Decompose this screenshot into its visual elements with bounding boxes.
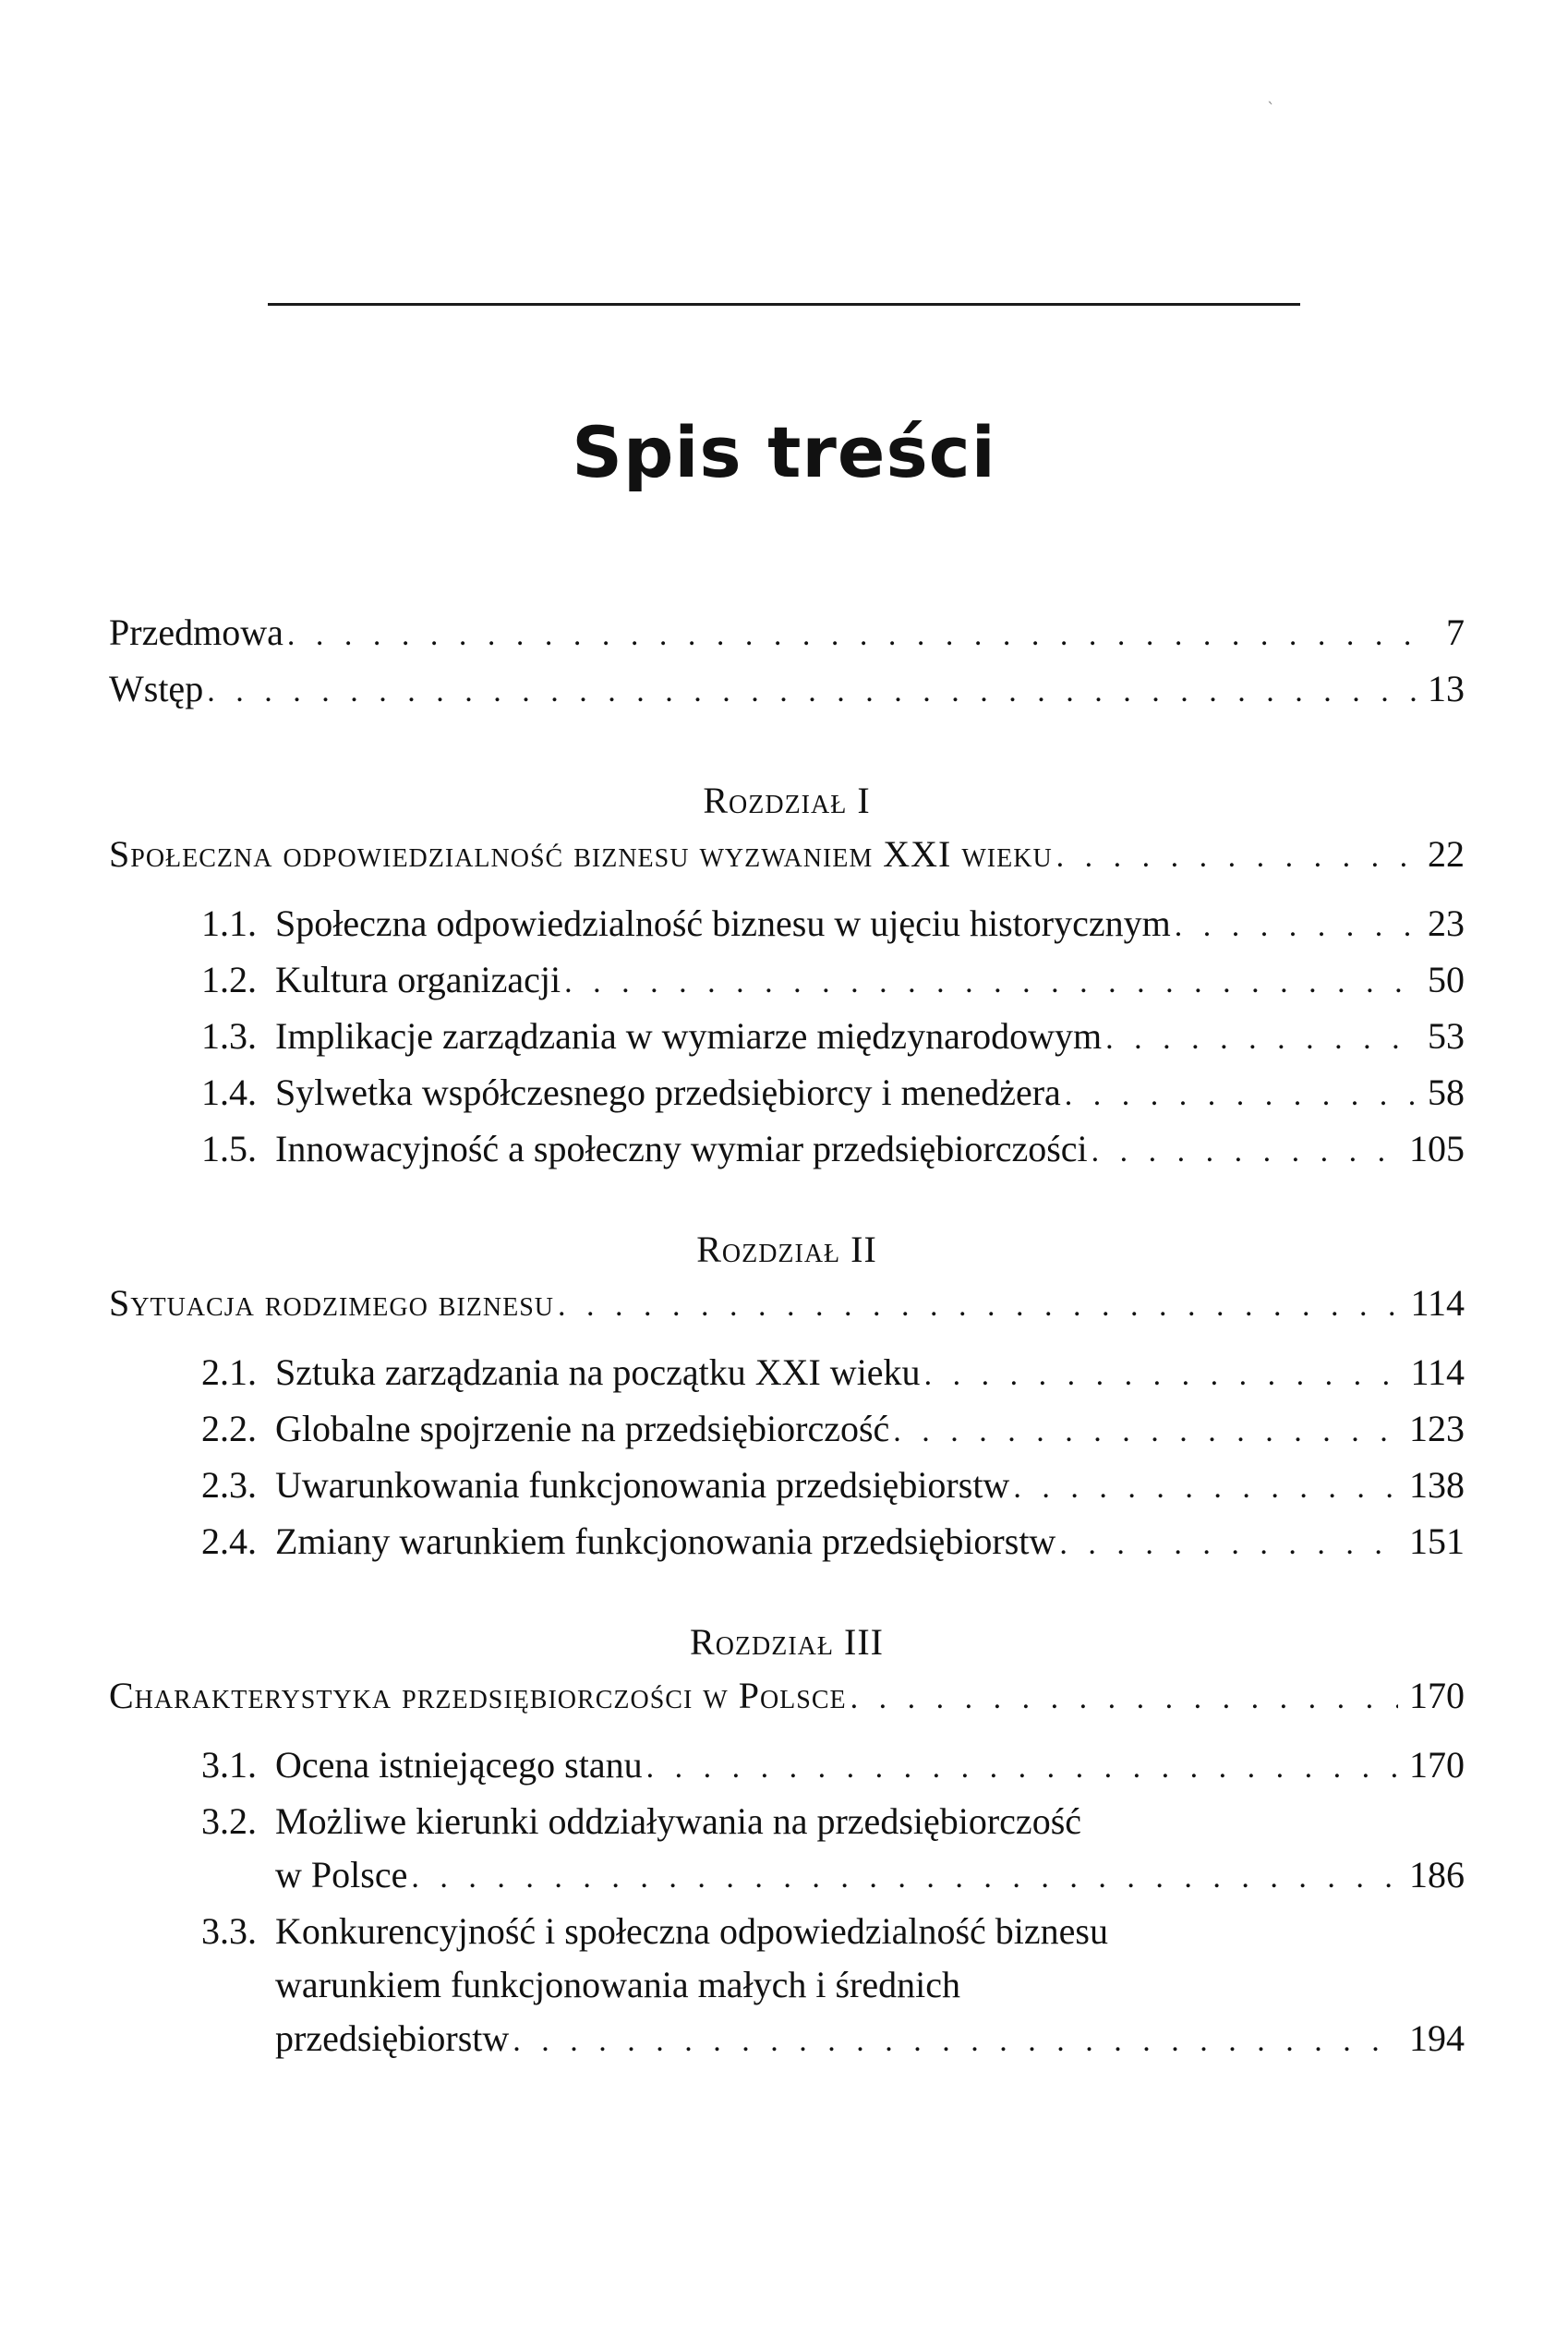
section-number: 3.2. bbox=[201, 1800, 257, 1842]
toc-section[interactable] bbox=[109, 1066, 1465, 1122]
toc-entry-page: 23 bbox=[1428, 902, 1465, 944]
leader-dots bbox=[924, 1349, 1400, 1402]
section-label-line: przedsiębiorstw bbox=[275, 2017, 510, 2059]
toc-entry-page: 114 bbox=[1410, 1351, 1465, 1393]
toc-chapter-title[interactable] bbox=[109, 828, 1465, 884]
toc-entry-introduction[interactable] bbox=[109, 662, 1465, 719]
toc-section[interactable] bbox=[109, 953, 1465, 1010]
toc-entry-page: 50 bbox=[1428, 959, 1465, 1000]
section-label-line: warunkiem funkcjonowania małych i średnich bbox=[275, 1964, 960, 2005]
toc-chapter-title[interactable] bbox=[109, 1277, 1465, 1333]
leader-dots bbox=[411, 1851, 1398, 1905]
section-number: 1.2. bbox=[201, 959, 257, 1000]
chapter-heading: Rozdział III bbox=[690, 1621, 884, 1663]
leader-dots bbox=[850, 1672, 1398, 1726]
section-label-line: Konkurencyjność i społeczna odpowiedzialność biznesu bbox=[275, 1910, 1108, 1952]
section-number: 1.3. bbox=[201, 1015, 257, 1057]
section-label: Kultura organizacji bbox=[275, 959, 561, 1000]
toc-entry-page: 151 bbox=[1409, 1520, 1465, 1562]
section-label: Ocena istniejącego stanu bbox=[275, 1744, 643, 1786]
section-label: Innowacyjność a społeczny wymiar przedsiębiorczości bbox=[275, 1128, 1088, 1169]
scan-fleck: ՝ bbox=[1267, 100, 1273, 118]
section-label: Społeczna odpowiedzialność biznesu w ujęciu historycznym bbox=[275, 902, 1171, 944]
section-label: Globalne spojrzenie na przedsiębiorczość bbox=[275, 1408, 890, 1449]
section-number: 3.1. bbox=[201, 1744, 257, 1786]
leader-dots bbox=[287, 609, 1417, 662]
toc-entry-page: 123 bbox=[1409, 1408, 1465, 1449]
section-label-line: w Polsce bbox=[275, 1854, 408, 1895]
leader-dots bbox=[1065, 1069, 1417, 1122]
leader-dots bbox=[1059, 1518, 1398, 1571]
chapter-title: Społeczna odpowiedzialność biznesu wyzwaniem XXI wieku bbox=[109, 833, 1053, 875]
section-number: 2.3. bbox=[201, 1464, 257, 1506]
section-number: 1.5. bbox=[201, 1128, 257, 1169]
toc-section-continuation[interactable] bbox=[109, 1848, 1465, 1905]
leader-dots bbox=[646, 1741, 1398, 1795]
section-number: 2.4. bbox=[201, 1520, 257, 1562]
toc-section[interactable] bbox=[109, 1122, 1465, 1179]
section-number: 2.2. bbox=[201, 1408, 257, 1449]
leader-dots bbox=[1105, 1012, 1417, 1066]
leader-dots bbox=[513, 2015, 1398, 2068]
section-number: 1.4. bbox=[201, 1072, 257, 1113]
toc-entry-page: 194 bbox=[1409, 2017, 1465, 2059]
section-label: Sztuka zarządzania na początku XXI wieku bbox=[275, 1351, 921, 1393]
leader-dots bbox=[558, 1279, 1399, 1333]
toc-section[interactable] bbox=[109, 1402, 1465, 1459]
chapter-heading: Rozdział II bbox=[696, 1229, 877, 1270]
leader-dots bbox=[1013, 1461, 1398, 1515]
toc-entry-label: Przedmowa bbox=[109, 612, 283, 653]
chapter-heading: Rozdział I bbox=[703, 780, 871, 821]
leader-dots bbox=[564, 956, 1417, 1010]
toc-section-continuation[interactable] bbox=[109, 2012, 1465, 2068]
toc-entry-page: 170 bbox=[1409, 1675, 1465, 1716]
toc-entry-label: Wstęp bbox=[109, 668, 204, 709]
leader-dots bbox=[1175, 900, 1417, 953]
toc-chapter-title[interactable] bbox=[109, 1669, 1465, 1726]
toc-entry-page: 186 bbox=[1409, 1854, 1465, 1895]
toc-entry-page: 13 bbox=[1428, 668, 1465, 709]
toc-entry-page: 58 bbox=[1428, 1072, 1465, 1113]
toc-section[interactable] bbox=[109, 1346, 1465, 1402]
section-label: Zmiany warunkiem funkcjonowania przedsiębiorstw bbox=[275, 1520, 1056, 1562]
toc-entry-preface[interactable] bbox=[109, 606, 1465, 662]
section-label: Implikacje zarządzania w wymiarze międzynarodowym bbox=[275, 1015, 1103, 1057]
leader-dots bbox=[207, 665, 1417, 719]
toc-section-continuation[interactable] bbox=[109, 1958, 1465, 2012]
toc-section[interactable] bbox=[109, 1010, 1465, 1066]
section-label: Uwarunkowania funkcjonowania przedsiębiorstw bbox=[275, 1464, 1010, 1506]
toc-entry-page: 170 bbox=[1409, 1744, 1465, 1786]
toc-entry-page: 53 bbox=[1428, 1015, 1465, 1057]
chapter-title: Sytuacja rodzimego biznesu bbox=[109, 1282, 555, 1324]
table-of-contents bbox=[109, 606, 1465, 2068]
page-title: Spis treści bbox=[572, 411, 996, 493]
toc-section[interactable] bbox=[109, 1795, 1465, 1848]
leader-dots bbox=[1092, 1125, 1398, 1179]
section-label-line: Możliwe kierunki oddziaływania na przedsiębiorczość bbox=[275, 1800, 1082, 1842]
toc-section[interactable] bbox=[109, 1515, 1465, 1571]
toc-section[interactable] bbox=[109, 1738, 1465, 1795]
toc-section[interactable] bbox=[109, 1905, 1465, 1958]
section-number: 3.3. bbox=[201, 1910, 257, 1952]
section-label: Sylwetka współczesnego przedsiębiorcy i menedżera bbox=[275, 1072, 1061, 1113]
toc-entry-page: 7 bbox=[1446, 612, 1465, 653]
section-number: 1.1. bbox=[201, 902, 257, 944]
toc-section[interactable] bbox=[109, 897, 1465, 953]
toc-section[interactable] bbox=[109, 1459, 1465, 1515]
section-number: 2.1. bbox=[201, 1351, 257, 1393]
toc-entry-page: 138 bbox=[1409, 1464, 1465, 1506]
toc-entry-page: 114 bbox=[1410, 1282, 1465, 1324]
leader-dots bbox=[893, 1405, 1398, 1459]
top-rule bbox=[268, 303, 1300, 306]
toc-entry-page: 22 bbox=[1428, 833, 1465, 875]
chapter-title: Charakterystyka przedsiębiorczości w Polsce bbox=[109, 1675, 847, 1716]
toc-entry-page: 105 bbox=[1409, 1128, 1465, 1169]
leader-dots bbox=[1056, 830, 1417, 884]
